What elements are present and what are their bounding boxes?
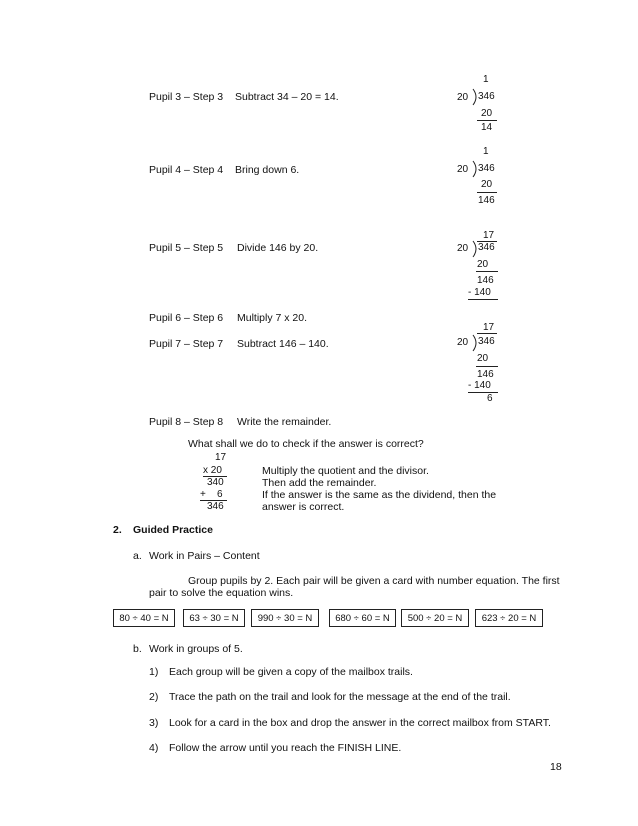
step-action-4: Bring down 6. bbox=[235, 164, 300, 176]
rule-line bbox=[468, 392, 498, 393]
rule-line bbox=[476, 271, 498, 272]
rule-line bbox=[468, 299, 498, 300]
section-title: Guided Practice bbox=[133, 524, 213, 536]
step-label-4: Pupil 4 – Step 4 bbox=[149, 164, 224, 176]
divisor: 20 bbox=[457, 164, 469, 175]
list-item-number: 4) bbox=[149, 742, 159, 754]
dividend: 346 bbox=[478, 336, 495, 347]
equation-card-6[interactable]: 623 ÷ 20 = N bbox=[475, 609, 543, 627]
long-division-4 bbox=[452, 322, 512, 412]
dividend: 346 bbox=[478, 91, 495, 102]
rule-line bbox=[477, 192, 497, 193]
equation-card-3[interactable]: 990 ÷ 30 = N bbox=[251, 609, 319, 627]
division-row: 20 bbox=[481, 179, 493, 190]
rule-line bbox=[477, 120, 497, 121]
step-label-7: Pupil 7 – Step 7 bbox=[149, 338, 224, 350]
quotient: 17 bbox=[483, 322, 495, 333]
item-a-paragraph-line1: Group pupils by 2. Each pair will be given a card with number equation. The first bbox=[188, 575, 560, 587]
division-row: 6 bbox=[487, 393, 493, 404]
long-division-3 bbox=[452, 230, 512, 310]
list-item: Each group will be given a copy of the mailbox trails. bbox=[169, 666, 413, 678]
divisor: 20 bbox=[457, 337, 469, 348]
item-a-text: Work in Pairs – Content bbox=[149, 550, 260, 562]
item-b-label: b. bbox=[133, 643, 142, 655]
divisor: 20 bbox=[457, 243, 469, 254]
division-row: 146 bbox=[478, 195, 495, 206]
division-row: - 140 bbox=[468, 380, 491, 391]
division-row: - 140 bbox=[468, 287, 491, 298]
check-note: answer is correct. bbox=[262, 501, 345, 511]
division-row: 20 bbox=[477, 259, 489, 270]
section-number: 2. bbox=[113, 524, 122, 536]
step-label-3: Pupil 3 – Step 3 bbox=[149, 91, 224, 103]
step-action-8: Write the remainder. bbox=[237, 416, 332, 428]
step-label-6: Pupil 6 – Step 6 bbox=[149, 312, 224, 324]
check-row: + 6 bbox=[200, 489, 223, 500]
equation-card-2[interactable]: 63 ÷ 30 = N bbox=[183, 609, 245, 627]
check-note: If the answer is the same as the dividend, then the bbox=[262, 489, 497, 501]
equation-card-5[interactable]: 500 ÷ 20 = N bbox=[401, 609, 469, 627]
step-action-5: Divide 146 by 20. bbox=[237, 242, 319, 254]
check-row: 346 bbox=[207, 501, 224, 512]
division-row: 146 bbox=[477, 275, 494, 286]
list-item: Trace the path on the trail and look for the message at the end of the trail. bbox=[169, 691, 511, 703]
check-row: 17 bbox=[215, 452, 227, 463]
step-label-5: Pupil 5 – Step 5 bbox=[149, 242, 224, 254]
list-item: Follow the arrow until you reach the FINISH LINE. bbox=[169, 742, 402, 754]
item-a-label: a. bbox=[133, 550, 142, 562]
step-label-8: Pupil 8 – Step 8 bbox=[149, 416, 224, 428]
check-note: Then add the remainder. bbox=[262, 477, 377, 489]
list-item: Look for a card in the box and drop the answer in the correct mailbox from START. bbox=[169, 717, 551, 729]
dividend: 346 bbox=[478, 163, 495, 174]
check-row: x 20 bbox=[203, 465, 222, 476]
check-row: 340 bbox=[207, 477, 224, 488]
item-a-paragraph-line2: pair to solve the equation wins. bbox=[149, 587, 294, 599]
step-action-6: Multiply 7 x 20. bbox=[237, 312, 308, 324]
check-question: What shall we do to check if the answer is correct? bbox=[188, 438, 424, 450]
rule-line bbox=[477, 333, 497, 334]
list-item-number: 3) bbox=[149, 717, 159, 729]
quotient: 1 bbox=[483, 74, 489, 85]
quotient: 1 bbox=[483, 146, 489, 157]
division-row: 20 bbox=[481, 108, 493, 119]
equation-card-1[interactable]: 80 ÷ 40 = N bbox=[113, 609, 175, 627]
division-row: 146 bbox=[477, 369, 494, 380]
dividend: 346 bbox=[478, 242, 495, 253]
rule-line bbox=[476, 366, 498, 367]
quotient: 17 bbox=[483, 230, 495, 241]
equation-card-4[interactable]: 680 ÷ 60 = N bbox=[329, 609, 396, 627]
check-note: Multiply the quotient and the divisor. bbox=[262, 465, 429, 477]
step-action-3: Subtract 34 – 20 = 14. bbox=[235, 91, 339, 103]
divisor: 20 bbox=[457, 92, 469, 103]
division-row: 20 bbox=[477, 353, 489, 364]
division-row: 14 bbox=[481, 122, 493, 133]
long-division-2 bbox=[452, 146, 512, 226]
list-item-number: 2) bbox=[149, 691, 159, 703]
item-b-text: Work in groups of 5. bbox=[149, 643, 243, 655]
page-number: 18 bbox=[550, 761, 562, 773]
long-division-1 bbox=[452, 74, 512, 154]
step-action-7: Subtract 146 – 140. bbox=[237, 338, 329, 350]
list-item-number: 1) bbox=[149, 666, 159, 678]
